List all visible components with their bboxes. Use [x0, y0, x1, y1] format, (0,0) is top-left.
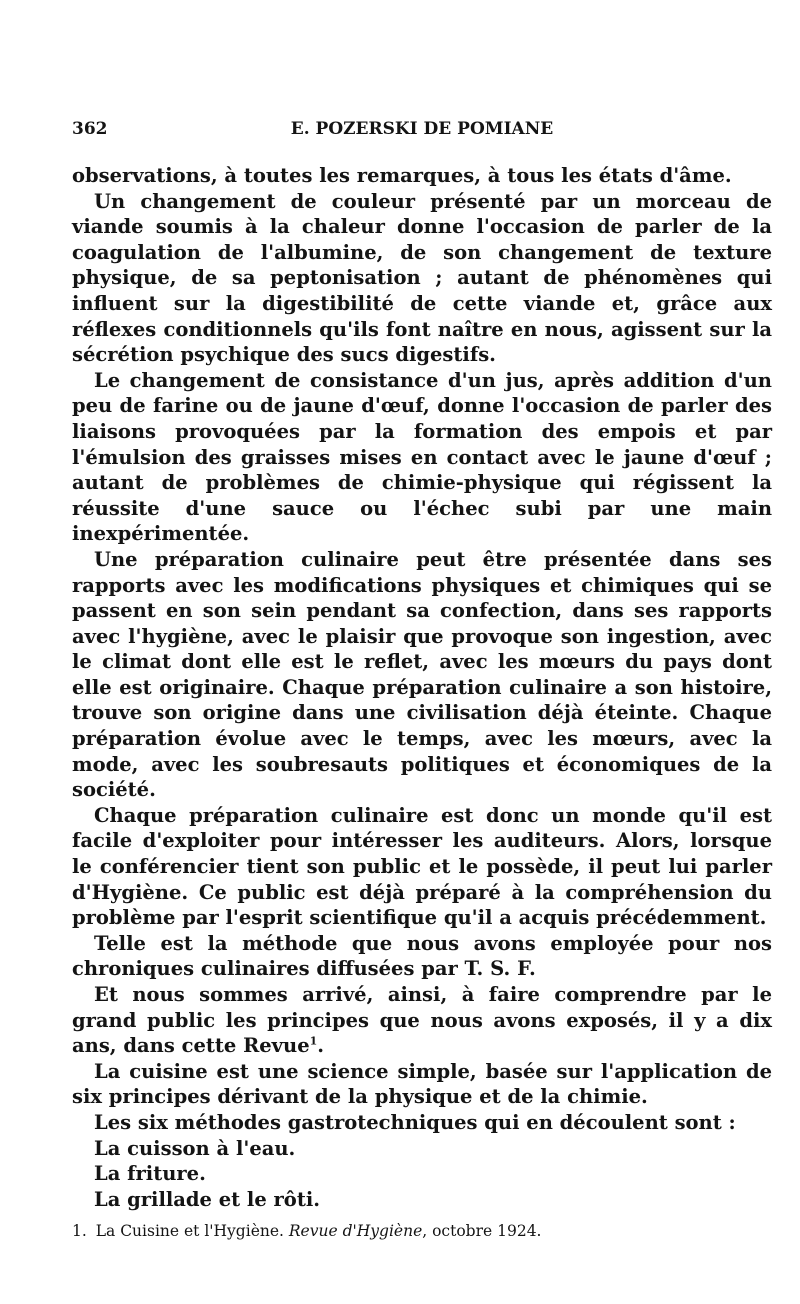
- paragraph-9: Les six méthodes gastrotechniques qui en découlent sont :: [94, 1110, 736, 1134]
- page-header: [72, 119, 772, 143]
- body-text: [72, 163, 772, 1212]
- paragraph-8: La cuisine est une science simple, basée sur l'application de six principes dérivant de la physique et de la chimie.: [72, 1059, 772, 1109]
- paragraph-7-text: Et nous sommes arrivé, ainsi, à faire comprendre par le grand public les principes que nous avons exposés, il y a dix ans, dans cette Revue: [72, 983, 772, 1058]
- paragraph-7-end: .: [317, 1034, 325, 1058]
- footnote-journal: Revue d'Hygiène: [288, 1222, 423, 1240]
- paragraph-1: observations, à toutes les remarques, à tous les états d'âme.: [72, 164, 732, 187]
- paragraph-3: Le changement de consistance d'un jus, après addition d'un peu de farine ou de jaune d'œuf, donne l'occasion de parler des liaisons provoquées par la formation des empois et par l'émulsion des graisses mises en contact avec le jaune d'œuf ; autant de problèmes de chimie-physique qui régissent la réussite d'une sauce ou l'échec subi par une main inexpérimentée.: [72, 368, 772, 546]
- list-item-frying: La friture.: [94, 1162, 206, 1186]
- footnote-number: 1.: [72, 1222, 87, 1240]
- paragraph-5: Chaque préparation culinaire est donc un monde qu'il est facile d'exploiter pour intéresser les auditeurs. Alors, lorsque le conférencier tient son public et le possède, il peut lui parler d'Hygiène. Ce public est déjà préparé à la compréhension du problème par l'esprit scientifique qu'il a acquis précédemment.: [72, 803, 772, 930]
- list-item-boiling: La cuisson à l'eau.: [94, 1136, 296, 1160]
- footnote-1: [72, 1221, 772, 1241]
- list-item-grilling: La grillade et le rôti.: [94, 1187, 321, 1211]
- footnote-text: La Cuisine et l'Hygiène.: [95, 1222, 284, 1240]
- running-head: E. POZERSKI DE POMIANE: [290, 119, 554, 139]
- footnotes: [72, 1221, 772, 1241]
- footnote-date: , octobre 1924.: [422, 1222, 542, 1240]
- paragraph-4: Une préparation culinaire peut être présentée dans ses rapports avec les modifications physiques et chimiques qui se passent en son sein pendant sa confection, dans ses rapports avec l'hygiène, avec le plaisir que provoque son ingestion, avec le climat dont elle est le reflet, avec les mœurs du pays dont elle est originaire. Chaque préparation culinaire a son histoire, trouve son origine dans une civilisation déjà éteinte. Chaque préparation évolue avec le temps, avec les mœurs, avec la mode, avec les soubresauts politiques et économiques de la société.: [72, 547, 772, 802]
- page: [72, 0, 772, 1304]
- paragraph-6: Telle est la méthode que nous avons employée pour nos chroniques culinaires diffusées par T. S. F.: [72, 931, 772, 981]
- footnote-reference[interactable]: 1: [309, 1034, 318, 1048]
- page-number: 362: [72, 119, 108, 139]
- paragraph-2: Un changement de couleur présenté par un morceau de viande soumis à la chaleur donne l'occasion de parler de la coagulation de l'albumine, de son changement de texture physique, de sa peptonisation ; autant de phénomènes qui influent sur la digestibilité de cette viande et, grâce aux réflexes conditionnels qu'ils font naître en nous, agissent sur la sécrétion psychique des sucs digestifs.: [72, 189, 772, 367]
- paragraph-7: [72, 982, 772, 1059]
